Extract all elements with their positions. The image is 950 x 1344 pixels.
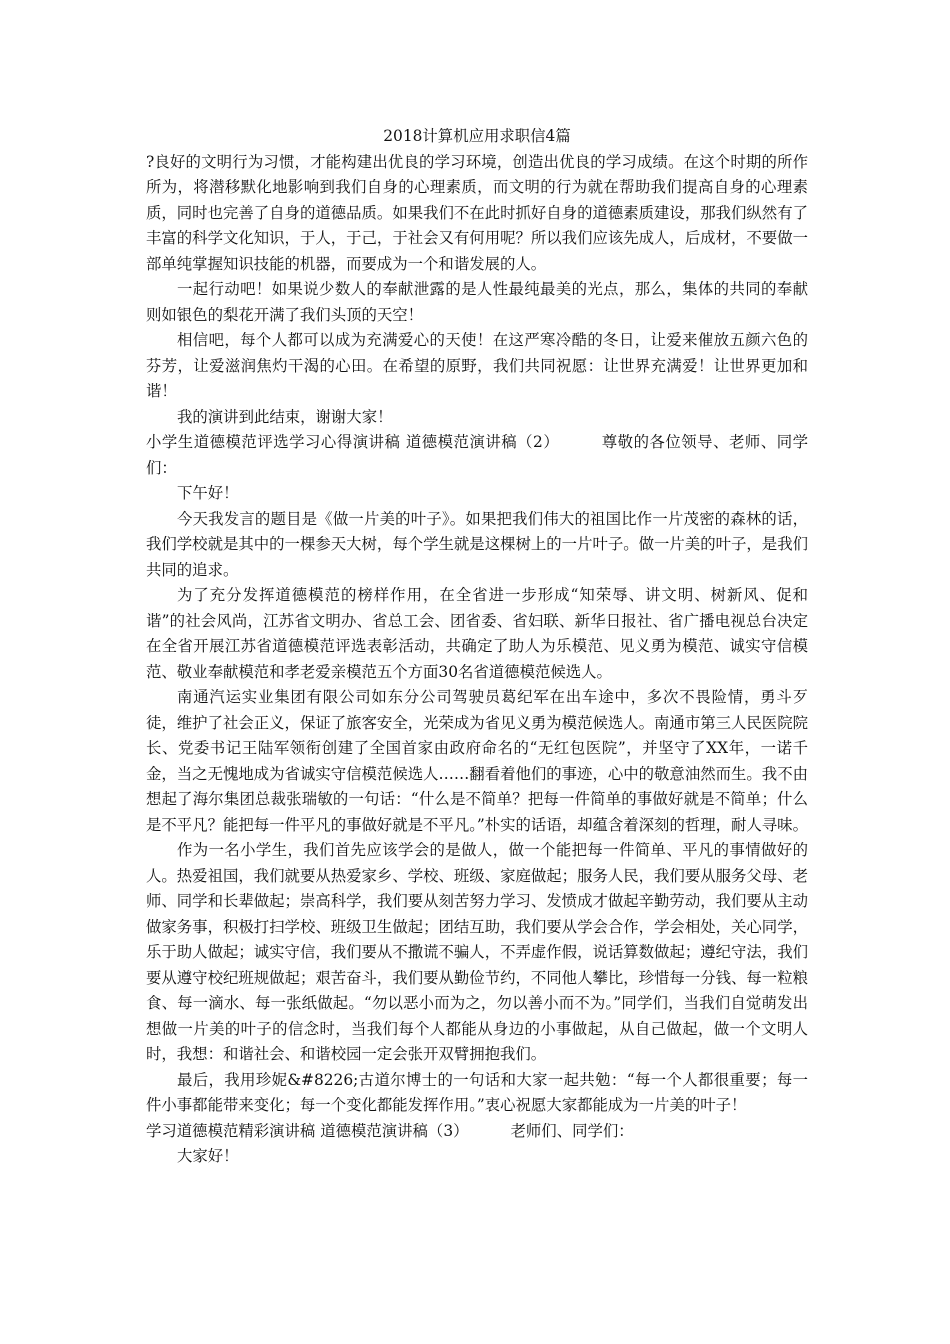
paragraph: 今天我发言的题目是《做一片美的叶子》。如果把我们伟大的祖国比作一片茂密的森林的话，我们学校就是其中的一棵参天大树，每个学生就是这棵树上的一片叶子。做一片美的叶子，是我们共同的追求。 <box>146 509 808 579</box>
section-heading-title: 小学生道德模范评选学习心得演讲稿 道德模范演讲稿（2） <box>146 433 560 451</box>
paragraph: 相信吧，每个人都可以成为充满爱心的天使！在这严寒冷酷的冬日，让爱来催放五颜六色的芬芳，让爱滋润焦灼干渴的心田。在希望的原野，我们共同祝愿：让世界充满爱！让世界更加和谐！ <box>146 331 808 400</box>
paragraph: 下午好！ <box>177 484 239 502</box>
paragraph: 最后，我用珍妮&#8226;古道尔博士的一句话和大家一起共勉：“每一个人都很重要；每一件小事都能带来变化；每一个变化都能发挥作用。”衷心祝愿大家都能成为一片美的叶子！ <box>146 1070 808 1114</box>
document-title: 2018计算机应用求职信4篇 <box>383 127 571 145</box>
section-heading <box>146 430 808 481</box>
paragraph: 大家好！ <box>177 1147 239 1165</box>
section-heading <box>146 1119 808 1145</box>
section-heading-greeting: 老师们、同学们： <box>510 1121 634 1140</box>
paragraph: 我的演讲到此结束，谢谢大家！ <box>177 407 393 426</box>
paragraph: 南通汽运实业集团有限公司如东分公司驾驶员葛纪军在出车途中，多次不畏险情，勇斗歹徒，维护了社会正义，保证了旅客安全，光荣成为省见义勇为模范候选人。南通市第三人民医院院长、党委书记王陆军领衔创建了全国首家由政府命名的“无红包医院”，并坚守了XX年，一诺千金，当之无愧地成为省诚实守信模范候选人……翻看着他们的事迹，心中的敬意油然而生。我不由想起了海尔集团总裁张瑞敏的一句话：“什么是不简单？把每一件简单的事做好就是不简单；什么是不平凡？能把每一件平凡的事做好就是不平凡。”朴实的话语，却蕴含着深刻的哲理，耐人寻味。 <box>146 688 808 834</box>
paragraph: 作为一名小学生，我们首先应该学会的是做人，做一个能把每一件简单、平凡的事情做好的人。热爱祖国，我们就要从热爱家乡、学校、班级、家庭做起；服务人民，我们要从服务父母、老师、同学和长辈做起；崇高科学，我们要从刻苦努力学习、发愤成才做起辛勤劳动，我们要从主动做家务事，积极打扫学校、班级卫生做起；团结互助，我们要从学会合作，学会相处，关心同学，乐于助人做起；诚实守信，我们要从不撒谎不骗人，不弄虚作假，说话算数做起；遵纪守法，我们要从遵守校纪班规做起；艰苦奋斗，我们要从勤俭节约，不同他人攀比，珍惜每一分钱、每一粒粮食、每一滴水、每一张纸做起。“勿以恶小而为之，勿以善小而不为。”同学们，当我们自觉萌发出想做一片美的叶子的信念时，当我们每个人都能从身边的小事做起，从自己做起，做一个文明人时，我想：和谐社会、和谐校园一定会张开双臂拥抱我们。 <box>146 841 808 1063</box>
document-page <box>146 124 808 1170</box>
paragraph: 一起行动吧！如果说少数人的奉献泄露的是人性最纯最美的光点，那么，集体的共同的奉献则如银色的梨花开满了我们头顶的天空！ <box>146 280 808 324</box>
section-heading-greeting: 尊敬的各位领导、老师、同学们： <box>146 433 808 477</box>
section-heading-title: 学习道德模范精彩演讲稿 道德模范演讲稿（3） <box>146 1121 469 1140</box>
paragraph: 为了充分发挥道德模范的榜样作用，在全省进一步形成“知荣辱、讲文明、树新风、促和谐”的社会风尚，江苏省文明办、省总工会、团省委、省妇联、新华日报社、省广播电视总台决定在全省开展江苏省道德模范评选表彰活动，共确定了助人为乐模范、见义勇为模范、诚实守信模范、敬业奉献模范和孝老爱亲模范五个方面30名省道德模范候选人。 <box>146 586 808 681</box>
paragraph: ?良好的文明行为习惯，才能构建出优良的学习环境，创造出优良的学习成绩。在这个时期的所作所为，将潜移默化地影响到我们自身的心理素质，而文明的行为就在帮助我们提高自身的心理素质，同时也完善了自身的道德品质。如果我们不在此时抓好自身的道德素质建设，那我们纵然有了丰富的科学文化知识，于人，于己，于社会又有何用呢？所以我们应该先成人，后成材，不要做一部单纯掌握知识技能的机器，而要成为一个和谐发展的人。 <box>146 152 808 273</box>
